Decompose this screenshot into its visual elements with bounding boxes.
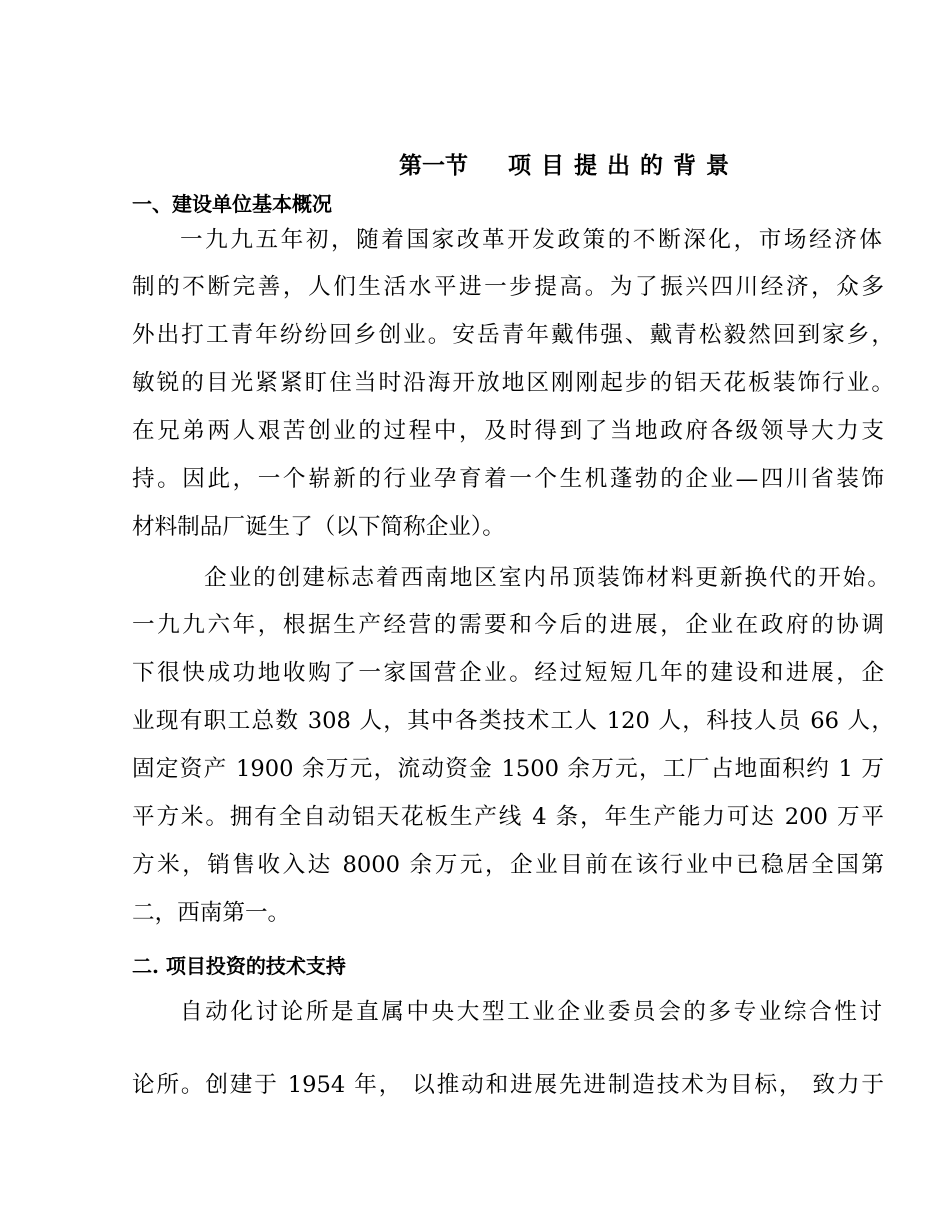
paragraph-line: 一九九六年，根据生产经营的需要和今后的进展，企业在政府的协调 <box>132 612 884 638</box>
paragraph-line: 材料制品厂诞生了（以下简称企业）。 <box>132 514 505 540</box>
paragraph-line: 外出打工青年纷纷回乡创业。安岳青年戴伟强、戴青松毅然回到家乡， <box>132 322 894 348</box>
paragraph-line: 一九九五年初，随着国家改革开发政策的不断深化，市场经济体 <box>180 227 882 253</box>
paragraph-line: 业现有职工总数 308 人，其中各类技术工人 120 人，科技人员 66 人， <box>132 708 894 734</box>
paragraph-line: 二，西南第一。 <box>132 900 291 926</box>
heading-basic-overview: 一、建设单位基本概况 <box>132 192 332 216</box>
heading-technical-support: 二. 项目投资的技术支持 <box>132 954 346 978</box>
section-number: 第一节 <box>399 152 468 179</box>
paragraph-line: 平方米。拥有全自动铝天花板生产线 4 条，年生产能力可达 200 万平 <box>132 804 884 830</box>
paragraph-line: 在兄弟两人艰苦创业的过程中，及时得到了当地政府各级领导大力支 <box>132 418 884 444</box>
paragraph-line: 自动化讨论所是直属中央大型工业企业委员会的多专业综合性讨 <box>180 999 882 1025</box>
section-name: 项目提出的背景 <box>508 152 739 179</box>
paragraph-line: 制的不断完善，人们生活水平进一步提高。为了振兴四川经济，众多 <box>132 274 884 300</box>
paragraph-line: 敏锐的目光紧紧盯住当时沿海开放地区刚刚起步的铝天花板装饰行业。 <box>132 370 894 396</box>
paragraph-line: 固定资产 1900 余万元，流动资金 1500 余万元，工厂占地面积约 1 万 <box>132 756 884 782</box>
paragraph-line: 持。因此，一个崭新的行业孕育着一个生机蓬勃的企业—四川省装饰 <box>132 466 884 492</box>
section-title <box>0 148 950 184</box>
paragraph-line: 下很快成功地收购了一家国营企业。经过短短几年的建设和进展，企 <box>132 660 884 686</box>
paragraph-line: 方米，销售收入达 8000 余万元，企业目前在该行业中已稳居全国第 <box>132 852 884 878</box>
paragraph-line: 企业的创建标志着西南地区室内吊顶装饰材料更新换代的开始。 <box>204 565 890 591</box>
paragraph-line: 论所。创建于 1954 年， 以推动和进展先进制造技术为目标， 致力于 <box>132 1072 884 1098</box>
